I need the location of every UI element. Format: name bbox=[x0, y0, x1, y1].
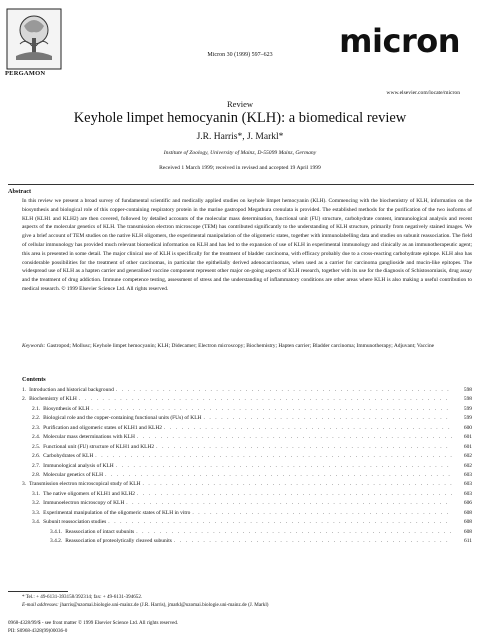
toc-entry-page: 611 bbox=[464, 538, 472, 544]
contents-heading: Contents bbox=[22, 376, 46, 383]
toc-entry[interactable] bbox=[22, 434, 472, 443]
keywords-label: Keywords: bbox=[22, 343, 46, 349]
toc-entry-page: 608 bbox=[463, 509, 472, 516]
toc-entry-number: 3.3. bbox=[32, 509, 41, 516]
toc-entry-number: 3.4. bbox=[32, 519, 41, 526]
abstract-top-rule bbox=[8, 184, 474, 185]
toc-entry-title: Biosynthesis of KLH bbox=[43, 405, 90, 412]
toc-leader-dots bbox=[203, 415, 452, 421]
toc-leader-dots bbox=[137, 491, 452, 497]
toc-leader-dots bbox=[164, 425, 452, 431]
toc-leader-dots bbox=[116, 387, 452, 393]
footnote-rule bbox=[8, 591, 68, 592]
toc-leader-dots bbox=[108, 519, 452, 525]
footnote bbox=[22, 594, 472, 609]
toc-entry[interactable] bbox=[22, 510, 472, 519]
toc-leader-dots bbox=[192, 510, 452, 516]
toc-entry-number: 2.3. bbox=[32, 424, 41, 431]
toc-entry-title: Reassociation of proteolytically cleaved subunits bbox=[65, 538, 172, 544]
toc-entry-title: Biochemistry of KLH bbox=[29, 396, 77, 403]
issn-block bbox=[8, 620, 178, 635]
toc-entry[interactable] bbox=[22, 406, 472, 415]
toc-entry-page: 598 bbox=[463, 387, 472, 393]
toc-entry-number: 2.7. bbox=[32, 462, 41, 469]
journal-logo: micron bbox=[339, 22, 460, 60]
toc-leader-dots bbox=[174, 538, 452, 544]
table-of-contents bbox=[22, 387, 472, 547]
toc-entry-number: 2.4. bbox=[32, 434, 41, 441]
toc-entry-page: 603 bbox=[463, 490, 472, 497]
toc-entry[interactable] bbox=[22, 425, 472, 434]
abstract-heading: Abstract bbox=[8, 188, 32, 195]
toc-leader-dots bbox=[137, 434, 452, 440]
toc-entry[interactable] bbox=[22, 444, 472, 453]
toc-entry-title: Immunoelectron microscopy of KLH bbox=[43, 500, 125, 507]
toc-entry-page: 603 bbox=[463, 471, 472, 478]
toc-entry-page: 599 bbox=[463, 405, 472, 412]
issn-line: 0968-4328/99/$ - see front matter © 1999 Elsevier Science Ltd. All rights reserved. bbox=[8, 620, 179, 626]
abstract-text: In this review we present a broad survey of fundamental scientific and medically applied studies on keyhole limpet hemocyanin (KLH). Commencing with the biochemistry of KLH, information on the biosynthesis and biological role of this copper-containing respiratory protein in the marine gastropod Megathura crenulata is provided. The established methods for the purification of the two isoforms of KLH (KLH1 and KLH2) are then covered, followed by detailed accounts of the molecular mass determination, functional unit (FU) structure, carbohydrate content, immunological analysis and recent aspects of the molecular genetics of KLH. The transmission electron microscope (TEM) has contributed significantly to the understanding of KLH structure, primarily from negatively stained images. We give a brief account of TEM studies on the native KLH oligomers, the experimental manipulation of the oligomeric states, together with immunolabelling data and studies on subunit reassociation. The field of cellular immunology has provided much relevant biomedical information on KLH and has led to the expansion of use of KLH in experimental immunology and clinically as an immunotherapeutic agent; this area is presented in some detail. The major clinical use of KLH is specifically for the treatment of bladder carcinoma, with efficacy probably due to a cross-reacting carbohydrate epitope. KLH also has considerable possibilities for the treatment of other carcinomas, in particular the epithelially derived adenocarcinomas, when used as a carrier for carcinoma ganglioside and mucin-like epitopes. The widespread use of KLH as a hapten carrier and generalised vaccine component represent other major on-going aspects of KLH research, together with its use for the diagnosis of Schistosomiasis, drug assay and the treatment of drug addiction. Immune competence testing, assessment of stress and the understanding of inflammatory conditions are other areas where KLH is also making a useful contribution to medical research. © 1999 Elsevier Science Ltd. All rights reserved. bbox=[22, 198, 472, 292]
toc-entry-page: 598 bbox=[463, 396, 472, 403]
toc-entry-number: 2.5. bbox=[32, 443, 41, 450]
toc-entry-title: Biological role and the copper-containing functional units (FUs) of KLH bbox=[43, 415, 202, 422]
received-dates: Received 1 March 1999; received in revised and accepted 19 April 1999 bbox=[159, 165, 321, 171]
footnote-tel: * Tel.: + 49-6131-393158/392314; fax: + 49-6131-394652. bbox=[22, 594, 143, 600]
toc-leader-dots bbox=[142, 481, 452, 487]
toc-leader-dots bbox=[116, 463, 452, 469]
toc-leader-dots bbox=[126, 500, 452, 506]
journal-citation: Micron 30 (1999) 597–623 bbox=[207, 52, 273, 58]
toc-entry-title: Transmission electron microscopical study of KLH bbox=[29, 481, 141, 488]
toc-entry[interactable] bbox=[22, 500, 472, 509]
toc-entry-page: 601 bbox=[463, 434, 472, 441]
toc-entry[interactable] bbox=[22, 396, 472, 405]
pii-line: PII: S0968-4328(99)00036-0 bbox=[8, 627, 68, 634]
toc-entry-page: 608 bbox=[463, 528, 472, 535]
toc-entry-title: Reassociation of intact subunits bbox=[65, 528, 135, 535]
toc-entry-title: Molecular mass determinations with KLH bbox=[43, 434, 135, 441]
toc-entry-title: Functional unit (FU) structure of KLH1 and KLH2 bbox=[43, 443, 155, 450]
toc-leader-dots bbox=[79, 396, 452, 402]
toc-entry[interactable] bbox=[22, 491, 472, 500]
toc-entry-number: 2.6. bbox=[32, 453, 41, 460]
toc-entry[interactable] bbox=[22, 481, 472, 490]
toc-entry-title: Carbohydrates of KLH bbox=[43, 453, 94, 460]
toc-entry-number: 3.4.1. bbox=[50, 528, 63, 535]
toc-entry-page: 608 bbox=[463, 519, 472, 526]
toc-entry[interactable] bbox=[22, 472, 472, 481]
toc-entry-number: 3.1. bbox=[32, 490, 41, 497]
email-addresses[interactable]: jharris@uzomai.biologie.uni-mainz.de (J.R. Harris), jmarkl@uzomai.biologie.uni-mainz.de (J. Markl) bbox=[60, 601, 269, 608]
toc-entry-title: The native oligomers of KLH1 and KLH2 bbox=[43, 490, 135, 497]
toc-entry-page: 601 bbox=[463, 443, 472, 450]
elsevier-tree-logo bbox=[6, 8, 62, 70]
toc-entry-number: 2.2. bbox=[32, 415, 41, 422]
toc-entry-number: 2.1. bbox=[32, 405, 41, 412]
toc-entry-number: 3.2. bbox=[32, 500, 41, 507]
affiliation: Institute of Zoology, University of Mainz, D-55099 Mainz, Germany bbox=[163, 150, 317, 156]
article-type: Review bbox=[227, 99, 253, 109]
toc-entry-title: Immunological analysis of KLH bbox=[43, 462, 114, 469]
journal-url[interactable]: www.elsevier.com/locate/micron bbox=[386, 90, 460, 96]
toc-entry[interactable] bbox=[22, 519, 472, 528]
toc-leader-dots bbox=[105, 472, 452, 478]
toc-entry-page: 599 bbox=[463, 415, 472, 422]
toc-entry-title: Experimental manipulation of the oligomeric states of KLH in vitro bbox=[43, 509, 191, 516]
toc-entry-title: Purification and oligomeric states of KLH1 and KLH2 bbox=[43, 424, 162, 431]
toc-entry-page: 602 bbox=[463, 462, 472, 469]
toc-entry[interactable] bbox=[22, 538, 472, 547]
toc-entry-page: 600 bbox=[463, 424, 472, 431]
keywords-list: Gastropod; Mollusc; Keyhole limpet hemocyanin; KLH; Didecamer; Electron microscopy; Biochemistry; Hapten carrier; Bladder carcinoma; Immunotherapy; Adjuvant; Vaccine bbox=[46, 343, 435, 349]
toc-entry-number: 1. bbox=[22, 387, 27, 393]
toc-entry-page: 602 bbox=[463, 453, 472, 460]
toc-entry-number: 3. bbox=[22, 481, 27, 488]
toc-entry-title: Subunit reassociation studies bbox=[43, 519, 107, 526]
footnote-emails bbox=[22, 602, 472, 610]
publisher-name: PERGAMON bbox=[5, 70, 46, 77]
toc-entry-page: 603 bbox=[463, 481, 472, 488]
toc-entry[interactable] bbox=[22, 453, 472, 462]
toc-entry[interactable] bbox=[22, 415, 472, 424]
toc-entry-title: Introduction and historical background bbox=[29, 387, 114, 393]
toc-entry[interactable] bbox=[22, 529, 472, 538]
toc-leader-dots bbox=[156, 444, 452, 450]
toc-entry-title: Molecular genetics of KLH bbox=[43, 471, 104, 478]
email-label: E-mail addresses: bbox=[22, 601, 59, 608]
toc-entry[interactable] bbox=[22, 387, 472, 396]
toc-entry-number: 3.4.2. bbox=[50, 538, 63, 544]
toc-leader-dots bbox=[91, 406, 452, 412]
article-title: Keyhole limpet hemocyanin (KLH): a biomedical review bbox=[73, 110, 407, 126]
toc-entry-number: 2.8. bbox=[32, 471, 41, 478]
keywords bbox=[22, 342, 472, 351]
toc-entry-number: 2. bbox=[22, 396, 27, 403]
authors: J.R. Harris*, J. Markl* bbox=[196, 132, 284, 142]
toc-entry-page: 606 bbox=[463, 500, 472, 507]
toc-leader-dots bbox=[95, 453, 452, 459]
toc-leader-dots bbox=[136, 529, 452, 535]
toc-entry[interactable] bbox=[22, 463, 472, 472]
